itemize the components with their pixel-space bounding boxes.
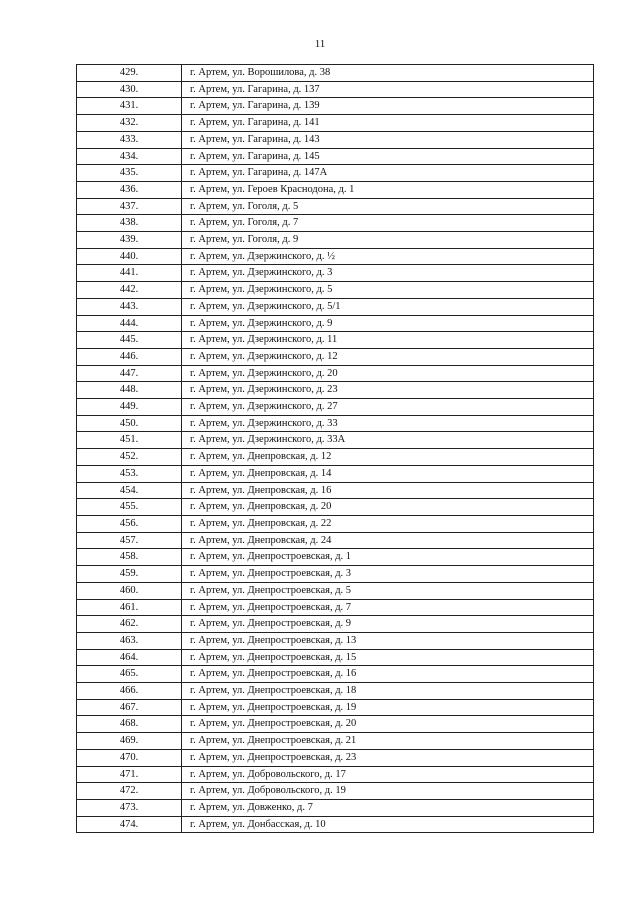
- table-row: [77, 415, 594, 432]
- table-row: [77, 232, 594, 249]
- table-row: [77, 215, 594, 232]
- row-number: 435.: [77, 165, 182, 182]
- row-address: г. Артем, ул. Довженко, д. 7: [182, 799, 594, 816]
- table-row: [77, 532, 594, 549]
- row-number: 448.: [77, 382, 182, 399]
- row-address: г. Артем, ул. Гоголя, д. 9: [182, 232, 594, 249]
- table-row: [77, 599, 594, 616]
- row-address: г. Артем, ул. Дзержинского, д. 20: [182, 365, 594, 382]
- table-row: [77, 632, 594, 649]
- row-number: 449.: [77, 399, 182, 416]
- row-address: г. Артем, ул. Дзержинского, д. 27: [182, 399, 594, 416]
- table-row: [77, 282, 594, 299]
- table-row: [77, 432, 594, 449]
- row-address: г. Артем, ул. Дзержинского, д. 12: [182, 348, 594, 365]
- row-number: 444.: [77, 315, 182, 332]
- address-table-body: [77, 65, 594, 833]
- table-row: [77, 131, 594, 148]
- table-row: [77, 482, 594, 499]
- row-number: 445.: [77, 332, 182, 349]
- row-address: г. Артем, ул. Днепростроевская, д. 16: [182, 666, 594, 683]
- row-address: г. Артем, ул. Дзержинского, д. 9: [182, 315, 594, 332]
- table-row: [77, 148, 594, 165]
- row-number: 438.: [77, 215, 182, 232]
- row-address: г. Артем, ул. Гоголя, д. 7: [182, 215, 594, 232]
- row-address: г. Артем, ул. Гагарина, д. 139: [182, 98, 594, 115]
- row-number: 452.: [77, 449, 182, 466]
- row-number: 470.: [77, 749, 182, 766]
- row-number: 453.: [77, 465, 182, 482]
- row-address: г. Артем, ул. Гагарина, д. 145: [182, 148, 594, 165]
- row-number: 442.: [77, 282, 182, 299]
- row-address: г. Артем, ул. Днепровская, д. 22: [182, 515, 594, 532]
- row-number: 429.: [77, 65, 182, 82]
- row-address: г. Артем, ул. Гагарина, д. 137: [182, 81, 594, 98]
- row-address: г. Артем, ул. Днепростроевская, д. 7: [182, 599, 594, 616]
- row-address: г. Артем, ул. Добровольского, д. 19: [182, 783, 594, 800]
- table-row: [77, 115, 594, 132]
- row-number: 439.: [77, 232, 182, 249]
- row-number: 455.: [77, 499, 182, 516]
- row-address: г. Артем, ул. Дзержинского, д. 3: [182, 265, 594, 282]
- row-number: 437.: [77, 198, 182, 215]
- row-address: г. Артем, ул. Дзержинского, д. 33: [182, 415, 594, 432]
- table-row: [77, 181, 594, 198]
- row-number: 465.: [77, 666, 182, 683]
- table-row: [77, 733, 594, 750]
- row-address: г. Артем, ул. Днепростроевская, д. 21: [182, 733, 594, 750]
- row-number: 451.: [77, 432, 182, 449]
- row-address: г. Артем, ул. Гагарина, д. 147А: [182, 165, 594, 182]
- table-row: [77, 332, 594, 349]
- row-address: г. Артем, ул. Дзержинского, д. 23: [182, 382, 594, 399]
- row-address: г. Артем, ул. Днепростроевская, д. 13: [182, 632, 594, 649]
- table-row: [77, 783, 594, 800]
- table-row: [77, 616, 594, 633]
- table-row: [77, 165, 594, 182]
- row-number: 463.: [77, 632, 182, 649]
- table-row: [77, 365, 594, 382]
- row-address: г. Артем, ул. Гагарина, д. 143: [182, 131, 594, 148]
- row-number: 474.: [77, 816, 182, 833]
- table-row: [77, 499, 594, 516]
- row-number: 473.: [77, 799, 182, 816]
- table-row: [77, 566, 594, 583]
- row-address: г. Артем, ул. Днепровская, д. 16: [182, 482, 594, 499]
- table-row: [77, 666, 594, 683]
- row-address: г. Артем, ул. Героев Краснодона, д. 1: [182, 181, 594, 198]
- row-number: 434.: [77, 148, 182, 165]
- row-address: г. Артем, ул. Ворошилова, д. 38: [182, 65, 594, 82]
- table-row: [77, 716, 594, 733]
- row-address: г. Артем, ул. Дзержинского, д. 11: [182, 332, 594, 349]
- row-number: 431.: [77, 98, 182, 115]
- row-number: 458.: [77, 549, 182, 566]
- table-row: [77, 449, 594, 466]
- table-row: [77, 382, 594, 399]
- table-row: [77, 749, 594, 766]
- row-number: 446.: [77, 348, 182, 365]
- row-number: 441.: [77, 265, 182, 282]
- table-row: [77, 816, 594, 833]
- table-row: [77, 198, 594, 215]
- table-row: [77, 766, 594, 783]
- row-number: 471.: [77, 766, 182, 783]
- row-address: г. Артем, ул. Днепровская, д. 14: [182, 465, 594, 482]
- row-number: 457.: [77, 532, 182, 549]
- row-number: 468.: [77, 716, 182, 733]
- row-number: 467.: [77, 699, 182, 716]
- table-row: [77, 315, 594, 332]
- table-row: [77, 348, 594, 365]
- table-row: [77, 248, 594, 265]
- table-row: [77, 465, 594, 482]
- row-number: 459.: [77, 566, 182, 583]
- row-address: г. Артем, ул. Днепростроевская, д. 1: [182, 549, 594, 566]
- table-row: [77, 699, 594, 716]
- row-address: г. Артем, ул. Днепровская, д. 20: [182, 499, 594, 516]
- row-address: г. Артем, ул. Днепростроевская, д. 9: [182, 616, 594, 633]
- row-address: г. Артем, ул. Донбасская, д. 10: [182, 816, 594, 833]
- row-number: 443.: [77, 298, 182, 315]
- address-table: [76, 64, 594, 833]
- table-row: [77, 582, 594, 599]
- row-number: 454.: [77, 482, 182, 499]
- row-address: г. Артем, ул. Днепростроевская, д. 20: [182, 716, 594, 733]
- row-number: 447.: [77, 365, 182, 382]
- row-number: 469.: [77, 733, 182, 750]
- table-row: [77, 683, 594, 700]
- row-number: 460.: [77, 582, 182, 599]
- row-number: 436.: [77, 181, 182, 198]
- row-address: г. Артем, ул. Добровольского, д. 17: [182, 766, 594, 783]
- row-number: 450.: [77, 415, 182, 432]
- row-number: 430.: [77, 81, 182, 98]
- table-row: [77, 81, 594, 98]
- table-row: [77, 265, 594, 282]
- table-row: [77, 649, 594, 666]
- row-address: г. Артем, ул. Гоголя, д. 5: [182, 198, 594, 215]
- row-address: г. Артем, ул. Днепростроевская, д. 19: [182, 699, 594, 716]
- row-address: г. Артем, ул. Днепростроевская, д. 5: [182, 582, 594, 599]
- row-address: г. Артем, ул. Дзержинского, д. 33А: [182, 432, 594, 449]
- row-number: 432.: [77, 115, 182, 132]
- row-number: 456.: [77, 515, 182, 532]
- table-row: [77, 65, 594, 82]
- row-address: г. Артем, ул. Днепростроевская, д. 3: [182, 566, 594, 583]
- row-address: г. Артем, ул. Днепровская, д. 12: [182, 449, 594, 466]
- table-row: [77, 549, 594, 566]
- row-number: 472.: [77, 783, 182, 800]
- table-row: [77, 298, 594, 315]
- row-number: 440.: [77, 248, 182, 265]
- row-address: г. Артем, ул. Днепровская, д. 24: [182, 532, 594, 549]
- row-number: 466.: [77, 683, 182, 700]
- table-row: [77, 799, 594, 816]
- row-address: г. Артем, ул. Дзержинского, д. 5: [182, 282, 594, 299]
- table-row: [77, 515, 594, 532]
- table-row: [77, 399, 594, 416]
- row-address: г. Артем, ул. Дзержинского, д. ½: [182, 248, 594, 265]
- row-number: 464.: [77, 649, 182, 666]
- row-number: 462.: [77, 616, 182, 633]
- row-number: 461.: [77, 599, 182, 616]
- table-row: [77, 98, 594, 115]
- row-address: г. Артем, ул. Дзержинского, д. 5/1: [182, 298, 594, 315]
- row-address: г. Артем, ул. Днепростроевская, д. 15: [182, 649, 594, 666]
- row-address: г. Артем, ул. Гагарина, д. 141: [182, 115, 594, 132]
- row-address: г. Артем, ул. Днепростроевская, д. 18: [182, 683, 594, 700]
- row-number: 433.: [77, 131, 182, 148]
- page-number: 11: [314, 38, 326, 50]
- row-address: г. Артем, ул. Днепростроевская, д. 23: [182, 749, 594, 766]
